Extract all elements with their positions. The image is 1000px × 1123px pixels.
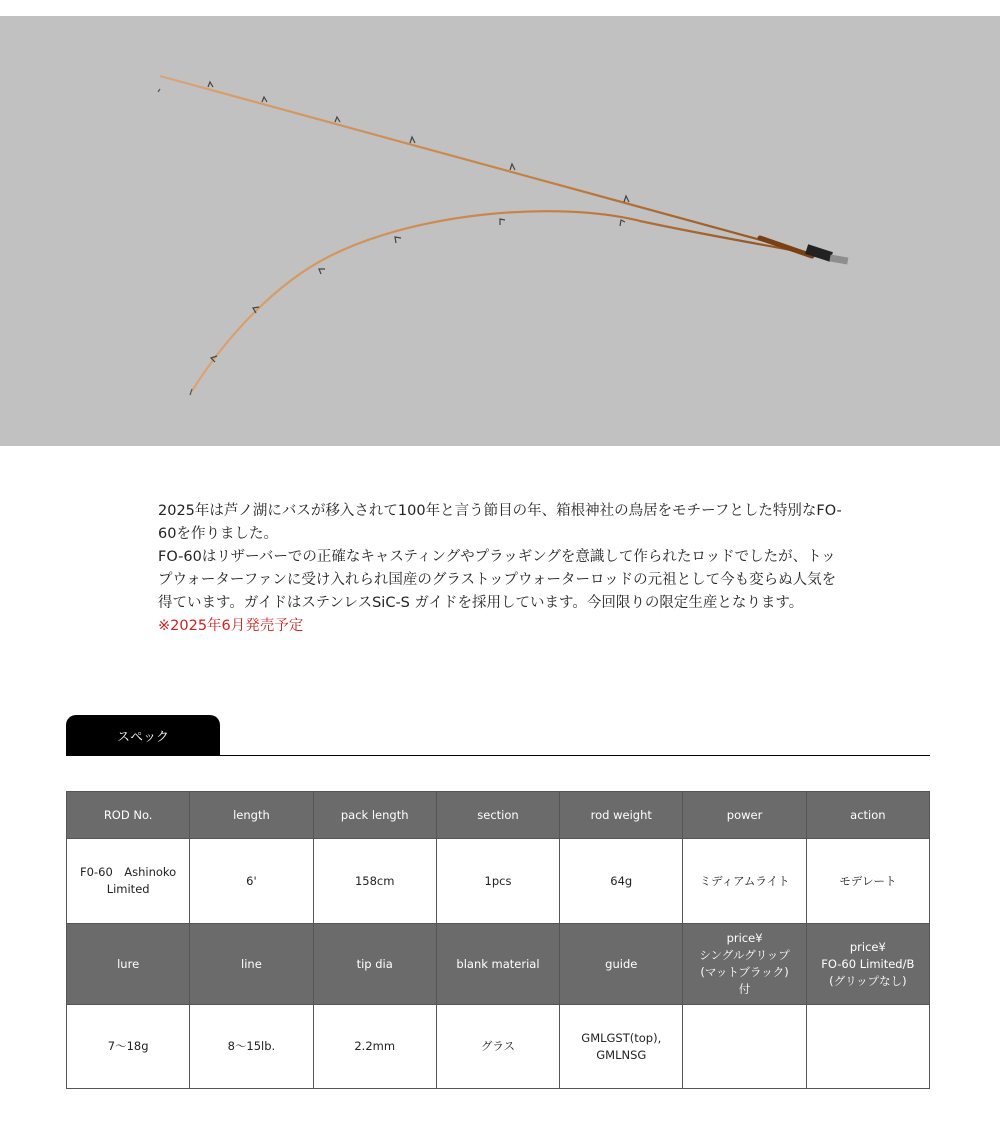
rod-tip-bent [190, 389, 192, 395]
product-photo [0, 16, 1000, 446]
header-cell: ROD No. [67, 792, 190, 839]
value-cell: 8〜15lb. [190, 1005, 313, 1089]
table-header-row [67, 792, 930, 839]
header-cell: rod weight [560, 792, 683, 839]
description-paragraph: 2025年は芦ノ湖にバスが移入されて100年と言う節目の年、箱根神社の鳥居をモチーフとした特別なFO-60を作りました。 FO-60はリザーバーでの正確なキャスティングやプラッギングを意識して作られたロッドでしたが、トップウォーターファンに受け入れられ国産のグラストップウォーターロッドの元祖として今も変らぬ人気を得ています。ガイドはステンレスSiC-S ガイドを採用しています。今回限りの限定生産となります。 [158, 503, 842, 611]
table-row [67, 839, 930, 924]
value-cell: GMLGST(top), GMLNSG [560, 1005, 683, 1089]
butt-cap [829, 254, 848, 264]
value-cell: グラス [436, 1005, 559, 1089]
header-cell: guide [560, 924, 683, 1005]
value-cell [806, 1005, 929, 1089]
rod-tip-top [158, 89, 160, 92]
bent-rod-blank [192, 211, 812, 391]
guides-bent [211, 219, 625, 362]
value-cell: 7〜18g [67, 1005, 190, 1089]
guides-straight [208, 82, 629, 202]
tab-spec[interactable]: スペック [66, 715, 220, 756]
value-cell [683, 1005, 806, 1089]
header-cell: pack length [313, 792, 436, 839]
header-cell: tip dia [313, 924, 436, 1005]
header-cell: price¥ シングルグリップ (マットブラック) 付 [683, 924, 806, 1005]
product-description [158, 500, 848, 638]
header-cell: length [190, 792, 313, 839]
value-cell: 64g [560, 839, 683, 924]
value-cell: 2.2mm [313, 1005, 436, 1089]
header-cell: action [806, 792, 929, 839]
release-notice: ※2025年6月発売予定 [158, 618, 304, 634]
header-cell: power [683, 792, 806, 839]
value-cell: 6' [190, 839, 313, 924]
value-cell: モデレート [806, 839, 929, 924]
header-cell: line [190, 924, 313, 1005]
spec-table [66, 791, 930, 1089]
header-cell: price¥ FO-60 Limited/B (グリップなし) [806, 924, 929, 1005]
rod-butt [760, 238, 812, 256]
reel-seat [805, 244, 833, 262]
header-cell: section [436, 792, 559, 839]
table-row [67, 1005, 930, 1089]
fishing-rod-illustration [0, 16, 1000, 446]
value-cell: 158cm [313, 839, 436, 924]
table-header-row [67, 924, 930, 1005]
value-cell: ミディアムライト [683, 839, 806, 924]
straight-rod-blank [160, 76, 812, 254]
value-cell: F0-60 Ashinoko Limited [67, 839, 190, 924]
header-cell: blank material [436, 924, 559, 1005]
spec-divider [66, 755, 930, 756]
header-cell: lure [67, 924, 190, 1005]
value-cell: 1pcs [436, 839, 559, 924]
